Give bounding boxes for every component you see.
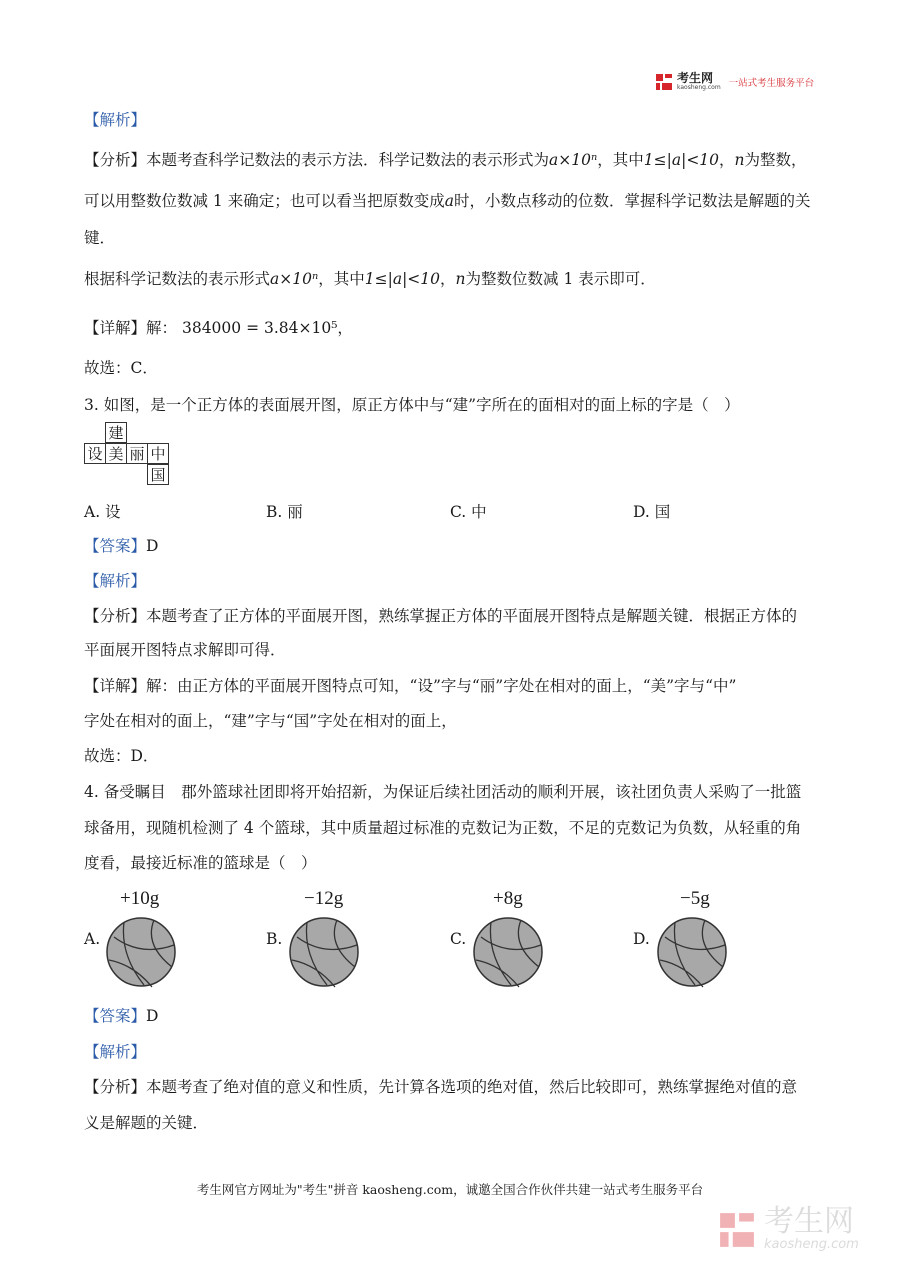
answer-value: D	[146, 537, 159, 555]
q3-choose: 故选：D．	[84, 747, 159, 765]
watermark	[718, 1204, 859, 1252]
net-cell-top: 建	[105, 422, 127, 443]
text: ，其中	[597, 151, 644, 169]
ball-b-letter: B.	[266, 930, 283, 948]
ball-a-letter: A.	[84, 930, 101, 948]
ball-d-label: −5g	[680, 888, 710, 909]
q3-stem: 3. 如图，是一个正方体的表面展开图，原正方体中与“建”字所在的面相对的面上标的字是（ ）	[84, 396, 740, 414]
text: ，	[337, 319, 353, 337]
formula: a×10ⁿ	[270, 270, 319, 288]
formula: a×10ⁿ	[549, 151, 598, 169]
watermark-url: kaosheng.com	[764, 1237, 859, 1252]
q3-answer	[84, 536, 158, 556]
var-n: n	[455, 270, 466, 288]
q3-detail-line1	[84, 676, 736, 696]
q3-analysis-tag: 【解析】	[84, 572, 147, 590]
answer-value: D	[146, 1007, 159, 1025]
detail-tag: 【详解】	[84, 319, 147, 337]
q2-detail-line	[84, 318, 353, 338]
q2-rule-line	[84, 269, 656, 289]
net-cell-4: 中	[147, 443, 169, 464]
q3-option-b: B. 丽	[266, 503, 303, 521]
fenxi-tag: 【分析】	[84, 607, 147, 625]
net-cell-bottom: 国	[147, 464, 169, 485]
net-cell-2: 美	[105, 443, 127, 464]
q3-option-a: A. 设	[84, 503, 121, 521]
q2-fenxi-line3: 键．	[84, 229, 116, 247]
watermark-logo-icon	[718, 1211, 756, 1249]
q4-stem-line1: 4. 备受瞩目 郡外篮球社团即将开始招新，为保证后续社团活动的顺利开展，该社团负责人采购了一批篮	[84, 783, 802, 801]
kaosheng-logo-icon	[655, 73, 673, 91]
q2-analysis-tag: 【解析】	[84, 111, 147, 129]
basketball-a-icon	[104, 915, 178, 993]
q4-fenxi-line2: 义是解题的关键．	[84, 1114, 209, 1132]
q3-option-c: C. 中	[450, 503, 487, 521]
logo-url: kaosheng.com	[677, 84, 721, 91]
equation: 384000 = 3.84×10⁵	[181, 319, 338, 337]
detail-tag: 【详解】	[84, 677, 147, 695]
q2-fenxi-line1	[84, 150, 807, 170]
net-cell-3: 丽	[126, 443, 148, 464]
answer-tag: 【答案】	[84, 1007, 147, 1025]
text: 为整数，	[744, 151, 807, 169]
q4-stem-line2: 球备用，现随机检测了 4 个篮球，其中质量超过标准的克数记为正数，不足的克数记为负数，从轻重的角	[84, 819, 802, 837]
q3-fenxi-line1	[84, 606, 797, 626]
logo-slogan: 一站式考生服务平台	[728, 77, 815, 89]
q2-choose: 故选：C．	[84, 359, 158, 377]
answer-tag: 【答案】	[84, 537, 147, 555]
basketball-b-icon	[287, 915, 361, 993]
text: 为整数位数减 1 表示即可．	[465, 270, 656, 288]
text: 本题考查了正方体的平面展开图，熟练掌握正方体的平面展开图特点是解题关键．根据正方体的	[146, 607, 798, 625]
text: 根据科学记数法的表示形式	[84, 270, 271, 288]
text: ，	[440, 270, 456, 288]
q4-stem-line3: 度看，最接近标准的篮球是（ ）	[84, 854, 317, 872]
q2-fenxi-line2	[84, 191, 810, 211]
ball-c-label: +8g	[493, 888, 523, 909]
q3-option-d: D. 国	[633, 503, 671, 521]
basketball-d-icon	[655, 915, 729, 993]
ball-b-label: −12g	[304, 888, 344, 909]
q4-answer	[84, 1006, 158, 1026]
text: 本题考查科学记数法的表示方法．科学记数法的表示形式为	[146, 151, 550, 169]
text: ，	[719, 151, 735, 169]
formula-range: 1≤|a|<10	[364, 270, 441, 288]
fenxi-tag: 【分析】	[84, 1078, 147, 1096]
watermark-title: 考生网	[764, 1204, 854, 1239]
text: 本题考查了绝对值的意义和性质，先计算各选项的绝对值，然后比较即可，熟练掌握绝对值的意	[146, 1078, 798, 1096]
formula-range: 1≤|a|<10	[643, 151, 720, 169]
q4-analysis-tag: 【解析】	[84, 1043, 147, 1061]
ball-a-label: +10g	[120, 888, 160, 909]
text: 可以用整数位数减 1 来确定；也可以看当把原数变成	[84, 192, 445, 210]
basketball-c-icon	[471, 915, 545, 993]
logo-title: 考生网	[677, 71, 714, 85]
text: 解：由正方体的平面展开图特点可知，“设”字与“丽”字处在相对的面上，“美”字与“中”	[146, 677, 737, 695]
net-cell-1: 设	[84, 443, 106, 464]
page-footer: 考生网官方网址为"考生"拼音 kaosheng.com，诚邀全国合作伙伴共建一站式考生服务平台	[196, 1182, 704, 1197]
header-logo	[655, 72, 814, 91]
ball-c-letter: C.	[450, 930, 467, 948]
var-n: n	[734, 151, 745, 169]
q3-fenxi-line2: 平面展开图特点求解即可得．	[84, 641, 286, 659]
q4-fenxi-line1	[84, 1077, 797, 1097]
var-a: a	[444, 192, 454, 210]
text: 解：	[146, 319, 178, 337]
q3-detail-line2: 字处在相对的面上，“建”字与“国”字处在相对的面上，	[84, 712, 457, 730]
fenxi-tag: 【分析】	[84, 151, 147, 169]
text: 时，小数点移动的位数．掌握科学记数法是解题的关	[453, 192, 811, 210]
text: ，其中	[318, 270, 365, 288]
ball-d-letter: D.	[633, 930, 650, 948]
